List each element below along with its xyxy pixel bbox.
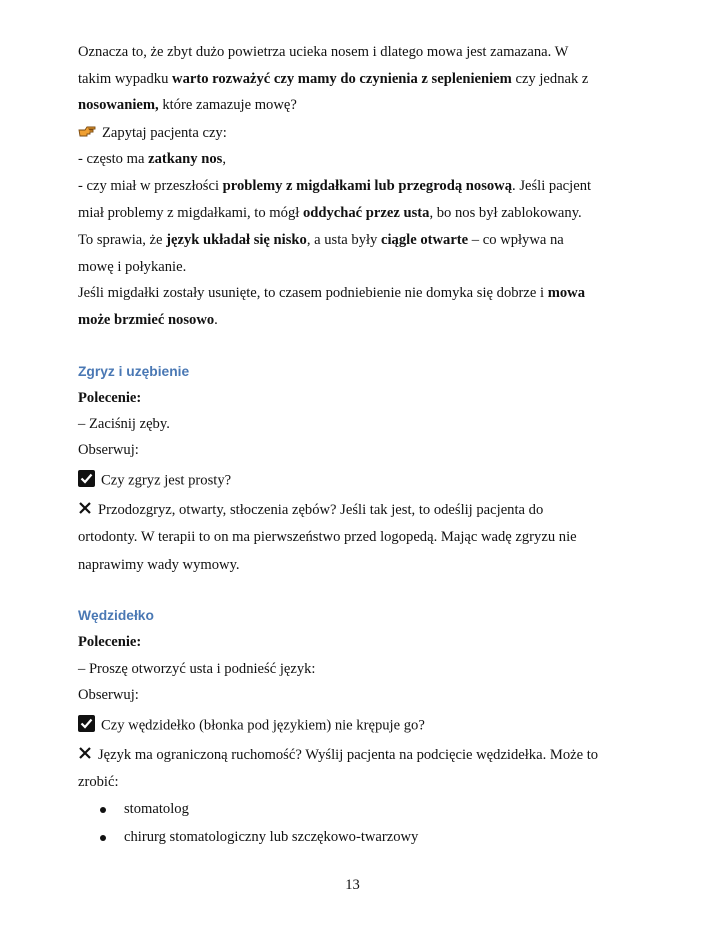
bullet-icon [100,835,106,841]
observe-label: Obserwuj: [78,687,139,703]
page-number: 13 [345,877,360,893]
polecenie-label: Polecenie: [78,390,142,406]
section-heading-zgryz: Zgryz i uzębienie [78,364,190,379]
intro-line-6: - czy miał w przeszłości problemy z migdałkami lub przegrodą nosową. Jeśli pacjent [78,178,592,194]
pointing-hand-icon [78,124,96,143]
list-item: chirurg stomatologiczny lub szczękowo-twarzowy [124,829,419,845]
intro-line-10: Jeśli migdałki zostały usunięte, to czasem podniebienie nie domyka się dobrze i mowa [78,285,586,301]
x-item-line-1: Język ma ograniczoną ruchomość? Wyślij pacjenta na podcięcie wędzidełka. Może to [78,746,598,765]
intro-line-5: - często ma zatkany nos, [78,151,226,167]
intro-line-7: miał problemy z migdałkami, to mógł oddychać przez usta, bo nos był zablokowany. [78,205,582,221]
x-item-line-3: naprawimy wady wymowy. [78,557,240,573]
checkbox-checked-icon [78,470,95,492]
command-text: – Zaciśnij zęby. [78,416,170,432]
section-heading-wedzidelko: Wędzidełko [78,608,154,623]
intro-line-1: Oznacza to, że zbyt dużo powietrza ucieka nosem i dlatego mowa jest zamazana. W [78,44,569,60]
intro-line-2: takim wypadku warto rozważyć czy mamy do czynienia z seplenieniem czy jednak z [78,71,589,87]
check-item: Czy zgryz jest prosty? [78,470,231,492]
cross-icon [78,501,92,520]
intro-line-8: To sprawia, że język układał się nisko, a usta były ciągle otwarte – co wpływa na [78,232,564,248]
check-item: Czy wędzidełko (błonka pod językiem) nie krępuje go? [78,715,425,737]
intro-line-9: mowę i połykanie. [78,259,187,275]
intro-line-3: nosowaniem, które zamazuje mowę? [78,97,297,113]
checkbox-checked-icon [78,715,95,737]
polecenie-label: Polecenie: [78,634,142,650]
observe-label: Obserwuj: [78,442,139,458]
bullet-icon [100,807,106,813]
x-item-line-2: ortodonty. W terapii to on ma pierwszeństwo przed logopedą. Mając wadę zgryzu nie [78,529,577,545]
list-item: stomatolog [124,801,189,817]
cross-icon [78,746,92,765]
x-item-line-2: zrobić: [78,774,119,790]
intro-line-11: może brzmieć nosowo. [78,312,218,328]
x-item-line-1: Przodozgryz, otwarty, stłoczenia zębów? Jeśli tak jest, to odeślij pacjenta do [78,501,543,520]
intro-line-4: Zapytaj pacjenta czy: [78,124,227,143]
command-text: – Proszę otworzyć usta i podnieść język: [78,661,316,677]
